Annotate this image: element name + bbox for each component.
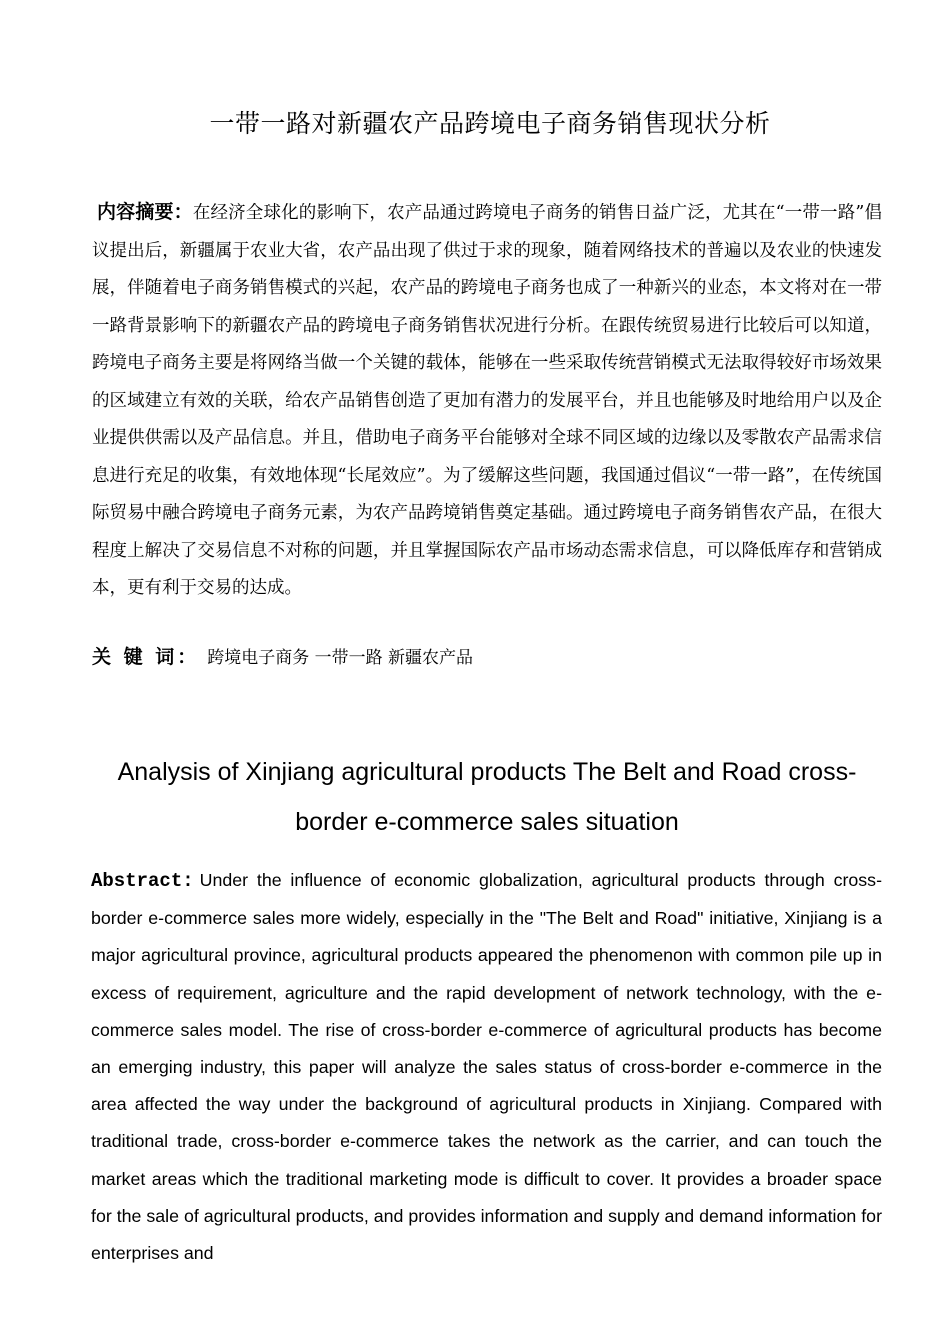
chinese-keywords-label: 关 键 词： bbox=[92, 646, 200, 668]
chinese-keywords-text: 跨境电子商务 一带一路 新疆农产品 bbox=[207, 648, 474, 668]
chinese-abstract-text: 在经济全球化的影响下，农产品通过跨境电子商务的销售日益广泛，尤其在“一带一路”倡议提出后，新疆属于农业大省，农产品出现了供过于求的现象，随着网络技术的普遍以及农业的快速发展，伴随着电子商务销售模式的兴起，农产品的跨境电子商务也成了一种新兴的业态，本文将对在一带一路背景影响下的新疆农产品的跨境电子商务销售状况进行分析。在跟传统贸易进行比较后可以知道，跨境电子商务主要是将网络当做一个关键的载体，能够在一些采取传统营销模式无法取得较好市场效果的区域建立有效的关联，给农产品销售创造了更加有潜力的发展平台，并且也能够及时地给用户以及企业提供供需以及产品信息。并且，借助电子商务平台能够对全球不同区域的边缘以及零散农产品需求信息进行充足的收集，有效地体现“长尾效应”。为了缓解这些问题，我国通过倡议“一带一路”，在传统国际贸易中融合跨境电子商务元素，为农产品跨境销售奠定基础。通过跨境电子商务销售农产品，在很大程度上解决了交易信息不对称的问题，并且掌握国际农产品市场动态需求信息，可以降低库存和营销成本，更有利于交易的达成。 bbox=[92, 203, 882, 598]
chinese-abstract bbox=[92, 194, 882, 608]
chinese-title: 一带一路对新疆农产品跨境电子商务销售现状分析 bbox=[209, 109, 771, 138]
chinese-keywords bbox=[92, 642, 882, 673]
english-abstract bbox=[91, 862, 882, 1272]
english-abstract-text: Under the influence of economic globalization, agricultural products through cross-border e-commerce sales more widely, especially in the "The Belt and Road" initiative, Xinjiang is a major agricultural province, agricultural products appeared the phenomenon with common pile up in excess of requirement, agriculture and the rapid development of network technology, with the e-commerce sales model. The rise of cross-border e-commerce of agricultural products has become an emerging industry, this paper will analyze the sales status of cross-border e-commerce in the area affected the way under the background of agricultural products in Xinjiang. Compared with traditional trade, cross-border e-commerce takes the network as the carrier, and can touch the market areas which the traditional marketing mode is difficult to cover. It provides a broader space for the sale of agricultural products, and provides information and supply and demand information for enterprises and bbox=[91, 870, 882, 1264]
english-title: Analysis of Xinjiang agricultural products The Belt and Road cross-border e-commerce sales situation bbox=[117, 758, 857, 836]
chinese-abstract-label: 内容摘要： bbox=[97, 201, 193, 223]
english-abstract-label: Abstract: bbox=[91, 870, 194, 892]
